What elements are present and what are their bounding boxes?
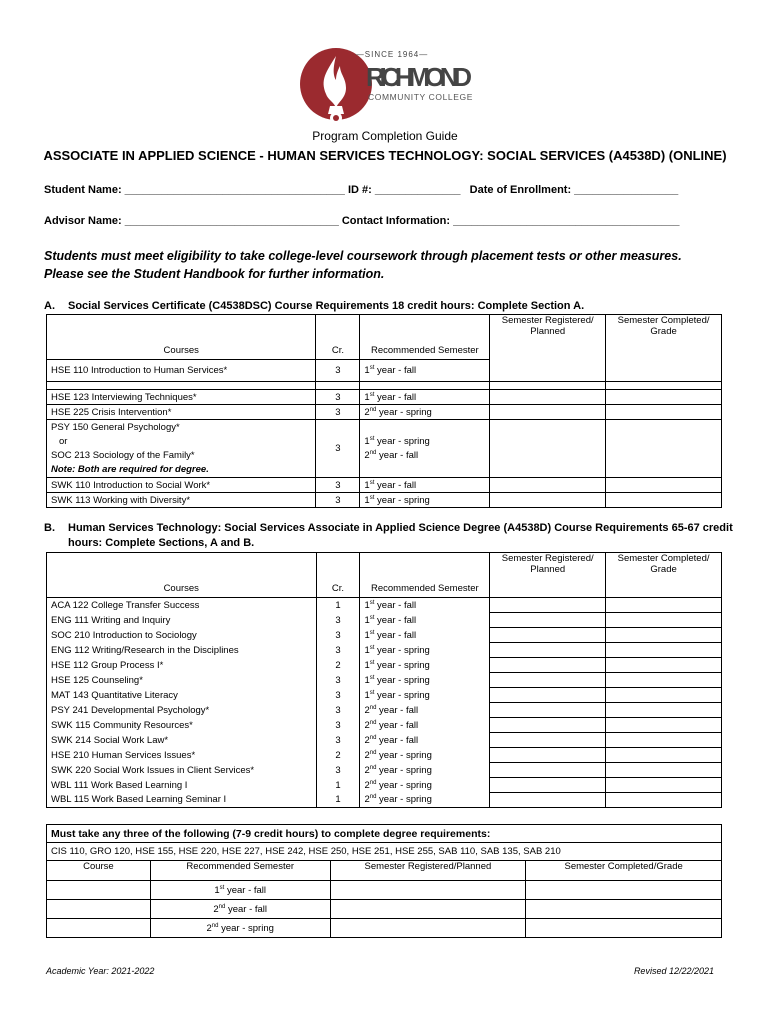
completed-cell[interactable] [526,881,722,900]
registered-cell[interactable] [490,658,606,673]
registered-cell[interactable] [490,405,606,420]
course-cell[interactable] [47,919,151,938]
credit-value: 3 [316,643,360,658]
student-info-line[interactable]: Student Name: ____________________________________ ID #: ______________ Date of Enrollment: _________________ [44,184,679,196]
registered-cell[interactable] [490,763,606,778]
revised-date: Revised 12/22/2021 [633,966,714,976]
registered-cell[interactable] [490,718,606,733]
credit-value: 3 [316,493,360,508]
course-name: WBL 111 Work Based Learning I [47,778,317,793]
credit-value: 2 [316,748,360,763]
registered-cell[interactable] [490,598,606,613]
table-row [47,688,722,703]
table-row [47,478,722,493]
course-name: HSE 112 Group Process I* [47,658,317,673]
recommended-semester: 1st year - fall [360,613,490,628]
table-row [47,405,722,420]
completed-cell[interactable] [606,478,722,493]
course-cell[interactable] [47,881,151,900]
credit-value: 3 [316,420,360,478]
spacer-row [47,382,722,390]
course-name: HSE 123 Interviewing Techniques* [47,390,316,405]
course-name: SWK 115 Community Resources* [47,718,317,733]
electives-list-row [47,843,722,861]
credit-value: 3 [316,360,360,382]
recommended-semester: 1st year - fall [360,628,490,643]
recommended-header: Recommended Semester [150,861,330,881]
completed-cell[interactable] [526,900,722,919]
registered-header: Semester Registered/ Planned [490,553,606,598]
registered-cell[interactable] [490,793,606,808]
registered-cell[interactable] [490,390,606,405]
credit-value: 3 [316,478,360,493]
completed-cell[interactable] [606,748,722,763]
course-name: SOC 210 Introduction to Sociology [47,628,317,643]
recommended-semester: 1st year - fall [150,881,330,900]
course-cell[interactable] [47,900,151,919]
richmond-logo [296,44,476,130]
course-name: HSE 125 Counseling* [47,673,317,688]
recommended-semester: 1st year - spring [360,643,490,658]
recommended-header: Recommended Semester [360,553,490,598]
table-row [47,390,722,405]
completed-cell[interactable] [606,643,722,658]
section-a-title: Social Services Certificate (C4538DSC) Course Requirements 18 credit hours: Complete Section A. [68,300,585,312]
course-name: ENG 112 Writing/Research in the Disciplines [47,643,317,658]
registered-cell[interactable] [490,643,606,658]
table-row [47,733,722,748]
electives-heading: Must take any three of the following (7-9 credit hours) to complete degree requirements: [47,825,722,843]
registered-cell[interactable] [330,900,526,919]
section-b-header-row [47,553,722,598]
table-row [47,420,722,478]
table-row [47,793,722,808]
electives-heading-row [47,825,722,843]
completed-cell[interactable] [606,703,722,718]
electives-list: CIS 110, GRO 120, HSE 155, HSE 220, HSE 227, HSE 242, HSE 250, HSE 251, HSE 255, SAB 110, SAB 135, SAB 210 [47,843,722,861]
registered-cell[interactable] [490,628,606,643]
credit-value: 3 [316,763,360,778]
recommended-semester: 2nd year - spring [360,748,490,763]
table-row [47,778,722,793]
recommended-semester: 1st year - spring [360,673,490,688]
course-name: ACA 122 College Transfer Success [47,598,317,613]
completed-cell[interactable] [606,718,722,733]
recommended-semester: 1st year - fall [360,478,490,493]
advisor-info-line[interactable]: Advisor Name: ___________________________________ Contact Information: _____________________________________ [44,215,680,227]
registered-cell[interactable] [490,688,606,703]
completed-cell[interactable] [606,493,722,508]
course-name: SWK 220 Social Work Issues in Client Services* [47,763,317,778]
completed-cell[interactable] [606,763,722,778]
completed-cell[interactable] [606,793,722,808]
credit-value: 3 [316,688,360,703]
completed-cell[interactable] [606,673,722,688]
completed-cell[interactable] [606,360,722,382]
completed-header: Semester Completed/ Grade [606,553,722,598]
registered-header: Semester Registered/ Planned [490,315,606,360]
credits-header: Cr. [316,553,360,598]
credit-value: 3 [316,733,360,748]
recommended-semester: 1st year - fall [360,390,490,405]
registered-cell[interactable] [490,420,606,478]
recommended-semester: 1st year - spring [360,688,490,703]
table-row [47,360,722,382]
recommended-semester: 2nd year - fall [360,718,490,733]
recommended-semester: 2nd year - fall [150,900,330,919]
credit-value: 3 [316,718,360,733]
registered-header: Semester Registered/Planned [330,861,526,881]
completed-cell[interactable] [606,390,722,405]
course-name: SWK 214 Social Work Law* [47,733,317,748]
course-name: PSY 241 Developmental Psychology* [47,703,317,718]
registered-cell[interactable] [490,360,606,382]
section-b-letter: B. [44,522,55,534]
table-row [47,881,722,900]
table-row [47,703,722,718]
credit-value: 2 [316,658,360,673]
registered-cell[interactable] [490,733,606,748]
credit-value: 3 [316,673,360,688]
recommended-semester: 2nd year - spring [360,763,490,778]
registered-cell[interactable] [330,919,526,938]
completed-cell[interactable] [606,628,722,643]
table-row [47,628,722,643]
section-b-table [46,552,722,808]
courses-header: Courses [47,315,316,360]
table-row [47,598,722,613]
table-row [47,643,722,658]
credit-value: 3 [316,390,360,405]
credit-value: 3 [316,703,360,718]
registered-cell[interactable] [490,703,606,718]
registered-cell[interactable] [490,748,606,763]
completed-cell[interactable] [606,420,722,478]
course-name: HSE 210 Human Services Issues* [47,748,317,763]
academic-year: Academic Year: 2021-2022 [46,966,155,976]
course-name: MAT 143 Quantitative Literacy [47,688,317,703]
registered-cell[interactable] [490,673,606,688]
recommended-semester: 2nd year - spring [360,793,490,808]
logo-since: —SINCE 1964— [355,50,429,59]
registered-cell[interactable] [490,493,606,508]
completed-cell[interactable] [606,658,722,673]
completed-cell[interactable] [606,405,722,420]
recommended-semester: 1st year - spring 2nd year - fall [360,420,490,478]
course-name: PSY 150 General Psychology* or SOC 213 Sociology of the Family* Note: Both are required for degree. [47,420,316,478]
course-name: SWK 110 Introduction to Social Work* [47,478,316,493]
section-a-table [46,314,722,508]
completed-cell[interactable] [606,613,722,628]
credit-value: 1 [316,778,360,793]
recommended-semester: 1st year - spring [360,658,490,673]
completed-cell[interactable] [606,688,722,703]
recommended-semester: 2nd year - spring [150,919,330,938]
recommended-header: Recommended Semester [360,315,490,360]
recommended-semester: 2nd year - fall [360,703,490,718]
table-row [47,748,722,763]
section-a-heading [44,299,734,314]
course-name: WBL 115 Work Based Learning Seminar I [47,793,317,808]
courses-header: Courses [47,553,317,598]
table-row [47,673,722,688]
credit-value: 3 [316,628,360,643]
table-row [47,919,722,938]
completed-cell[interactable] [606,598,722,613]
recommended-semester: 2nd year - fall [360,733,490,748]
table-row [47,493,722,508]
electives-header-row [47,861,722,881]
eligibility-notice: Students must meet eligibility to take college-level coursework through placement tests or other measures. Please see the Student Handbook for further information. [44,249,682,281]
registered-cell[interactable] [490,778,606,793]
recommended-semester: 2nd year - spring [360,778,490,793]
table-row [47,718,722,733]
table-row [47,763,722,778]
course-name: HSE 110 Introduction to Human Services* [47,360,316,382]
registered-cell[interactable] [330,881,526,900]
completed-cell[interactable] [606,778,722,793]
table-row [47,900,722,919]
table-row [47,613,722,628]
credit-value: 1 [316,598,360,613]
guide-title: Program Completion Guide [312,129,458,143]
course-header: Course [47,861,151,881]
section-b-title: Human Services Technology: Social Services Associate in Applied Science Degree (A4538D) Course Requirements 65-67 credit hours: Complete Sections, A and B. [68,522,733,549]
completed-cell[interactable] [526,919,722,938]
completed-cell[interactable] [606,733,722,748]
recommended-semester: 2nd year - spring [360,405,490,420]
recommended-semester: 1st year - fall [360,360,490,382]
credit-value: 1 [316,793,360,808]
section-b-heading [44,521,754,551]
completed-header: Semester Completed/Grade [526,861,722,881]
registered-cell[interactable] [490,613,606,628]
registered-cell[interactable] [490,478,606,493]
completed-header: Semester Completed/ Grade [606,315,722,360]
logo-name: RICHMOND [366,62,472,92]
course-name: SWK 113 Working with Diversity* [47,493,316,508]
program-title: ASSOCIATE IN APPLIED SCIENCE - HUMAN SERVICES TECHNOLOGY: SOCIAL SERVICES (A4538D) (ONLINE) [43,148,727,163]
credit-value: 3 [316,613,360,628]
credits-header: Cr. [316,315,360,360]
course-name: HSE 225 Crisis Intervention* [47,405,316,420]
electives-table [46,824,722,938]
logo-subtitle: COMMUNITY COLLEGE [368,92,473,102]
recommended-semester: 1st year - spring [360,493,490,508]
course-name: ENG 111 Writing and Inquiry [47,613,317,628]
credit-value: 3 [316,405,360,420]
section-a-letter: A. [44,300,55,312]
table-row [47,658,722,673]
recommended-semester: 1st year - fall [360,598,490,613]
section-a-header-row [47,315,722,360]
